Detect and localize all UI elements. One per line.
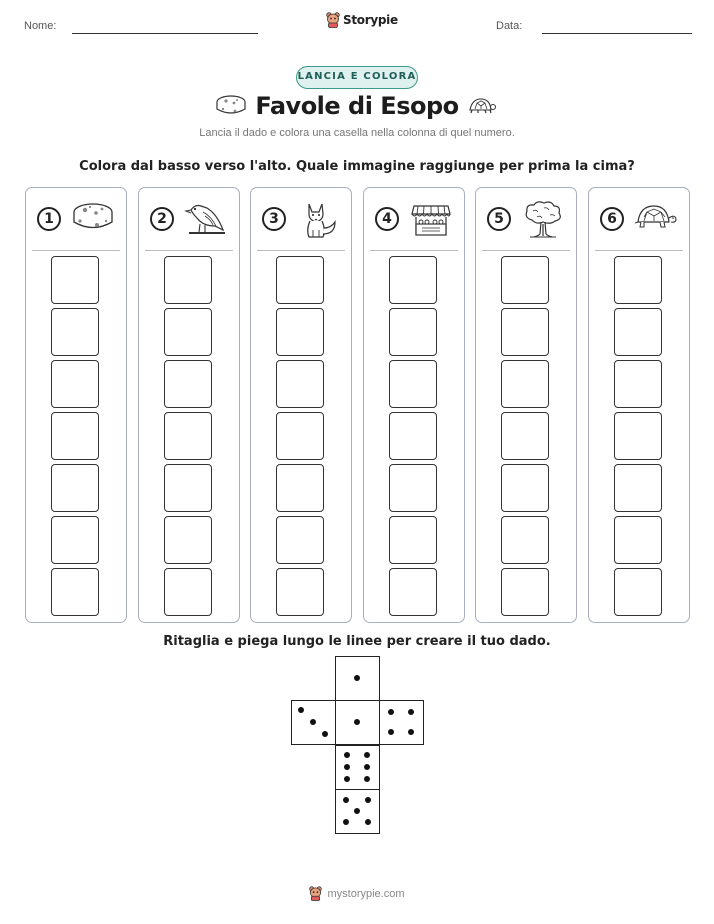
column-1 — [25, 187, 127, 623]
color-cell[interactable] — [276, 412, 324, 460]
die-face-1 — [335, 656, 380, 701]
column-divider — [257, 250, 345, 251]
color-cell[interactable] — [501, 360, 549, 408]
die-pip — [343, 819, 349, 825]
color-cell[interactable] — [164, 308, 212, 356]
column-divider — [32, 250, 120, 251]
color-cell[interactable] — [164, 360, 212, 408]
die-instruction: Ritaglia e piega lungo le linee per creare il tuo dado. — [163, 634, 551, 649]
color-cell[interactable] — [389, 516, 437, 564]
color-cell[interactable] — [51, 360, 99, 408]
color-cell[interactable] — [51, 464, 99, 512]
color-cell[interactable] — [276, 568, 324, 616]
tortoise-icon — [633, 200, 679, 234]
brand-logo — [326, 12, 398, 28]
column-number: 3 — [262, 207, 286, 231]
storypie-mascot-icon — [326, 12, 340, 28]
color-cell[interactable] — [164, 464, 212, 512]
color-cell[interactable] — [51, 516, 99, 564]
color-cell[interactable] — [164, 568, 212, 616]
color-cell[interactable] — [614, 360, 662, 408]
color-cell[interactable] — [614, 516, 662, 564]
name-label: Nome: — [24, 20, 57, 32]
color-cell[interactable] — [501, 516, 549, 564]
footer — [0, 886, 714, 901]
page-title: Favole di Esopo — [255, 92, 459, 120]
die-pip — [343, 797, 349, 803]
column-3 — [250, 187, 352, 623]
color-cell[interactable] — [501, 256, 549, 304]
die-pip — [310, 719, 316, 725]
die-pip — [354, 808, 360, 814]
die-face-1 — [335, 700, 380, 745]
die-pip — [408, 729, 414, 735]
color-cell[interactable] — [276, 516, 324, 564]
color-cell[interactable] — [389, 256, 437, 304]
color-cell[interactable] — [614, 464, 662, 512]
die-pip — [344, 752, 350, 758]
color-cell[interactable] — [614, 308, 662, 356]
column-divider — [595, 250, 683, 251]
color-cell[interactable] — [51, 256, 99, 304]
color-cell[interactable] — [501, 464, 549, 512]
die-pip — [365, 819, 371, 825]
die-pip — [344, 776, 350, 782]
color-cell[interactable] — [276, 308, 324, 356]
column-divider — [370, 250, 458, 251]
column-4 — [363, 187, 465, 623]
die-pip — [365, 797, 371, 803]
color-cell[interactable] — [389, 412, 437, 460]
column-number: 4 — [375, 207, 399, 231]
column-divider — [145, 250, 233, 251]
color-cell[interactable] — [51, 308, 99, 356]
storypie-mascot-icon — [309, 886, 322, 901]
die-pip — [322, 731, 328, 737]
brand-name: Storypie — [343, 13, 398, 27]
color-cell[interactable] — [51, 568, 99, 616]
date-line — [542, 33, 692, 34]
die-face-3 — [291, 700, 336, 745]
column-number: 6 — [600, 207, 624, 231]
column-6 — [588, 187, 690, 623]
color-cell[interactable] — [501, 568, 549, 616]
date-label: Data: — [496, 20, 523, 32]
color-cell[interactable] — [389, 464, 437, 512]
color-cell[interactable] — [389, 568, 437, 616]
column-2 — [138, 187, 240, 623]
color-cell[interactable] — [51, 412, 99, 460]
tortoise-icon — [466, 96, 496, 116]
die-pip — [298, 707, 304, 713]
die-face-6 — [335, 745, 380, 790]
die-pip — [364, 752, 370, 758]
footer-url: mystorypie.com — [327, 887, 405, 900]
die-pip — [344, 764, 350, 770]
fox-icon — [295, 200, 341, 240]
color-cell[interactable] — [501, 412, 549, 460]
die-pip — [408, 709, 414, 715]
cheese-icon — [70, 200, 116, 236]
die-pip — [388, 729, 394, 735]
color-cell[interactable] — [614, 412, 662, 460]
die-pip — [354, 719, 360, 725]
die-face-5 — [335, 789, 380, 834]
color-cell[interactable] — [276, 464, 324, 512]
color-cell[interactable] — [164, 516, 212, 564]
die-face-4 — [379, 700, 424, 745]
game-instruction: Colora dal basso verso l'alto. Quale immagine raggiunge per prima la cima? — [79, 159, 635, 174]
die-pip — [364, 776, 370, 782]
tree-icon — [520, 200, 566, 240]
crow-icon — [183, 200, 229, 238]
die-pip — [354, 675, 360, 681]
color-cell[interactable] — [164, 412, 212, 460]
color-cell[interactable] — [501, 308, 549, 356]
column-number: 2 — [150, 207, 174, 231]
market-stall-icon — [408, 200, 454, 238]
column-5 — [475, 187, 577, 623]
column-number: 5 — [487, 207, 511, 231]
color-cell[interactable] — [389, 360, 437, 408]
die-pip — [388, 709, 394, 715]
color-cell[interactable] — [614, 256, 662, 304]
color-cell[interactable] — [164, 256, 212, 304]
color-cell[interactable] — [276, 360, 324, 408]
color-cell[interactable] — [614, 568, 662, 616]
die-pip — [364, 764, 370, 770]
page-subtitle: Lancia il dado e colora una casella nella colonna di quel numero. — [199, 127, 515, 139]
column-number: 1 — [37, 207, 61, 231]
name-line — [72, 33, 258, 34]
activity-badge: LANCIA E COLORA — [296, 66, 418, 89]
color-cell[interactable] — [389, 308, 437, 356]
column-divider — [482, 250, 570, 251]
color-cell[interactable] — [276, 256, 324, 304]
